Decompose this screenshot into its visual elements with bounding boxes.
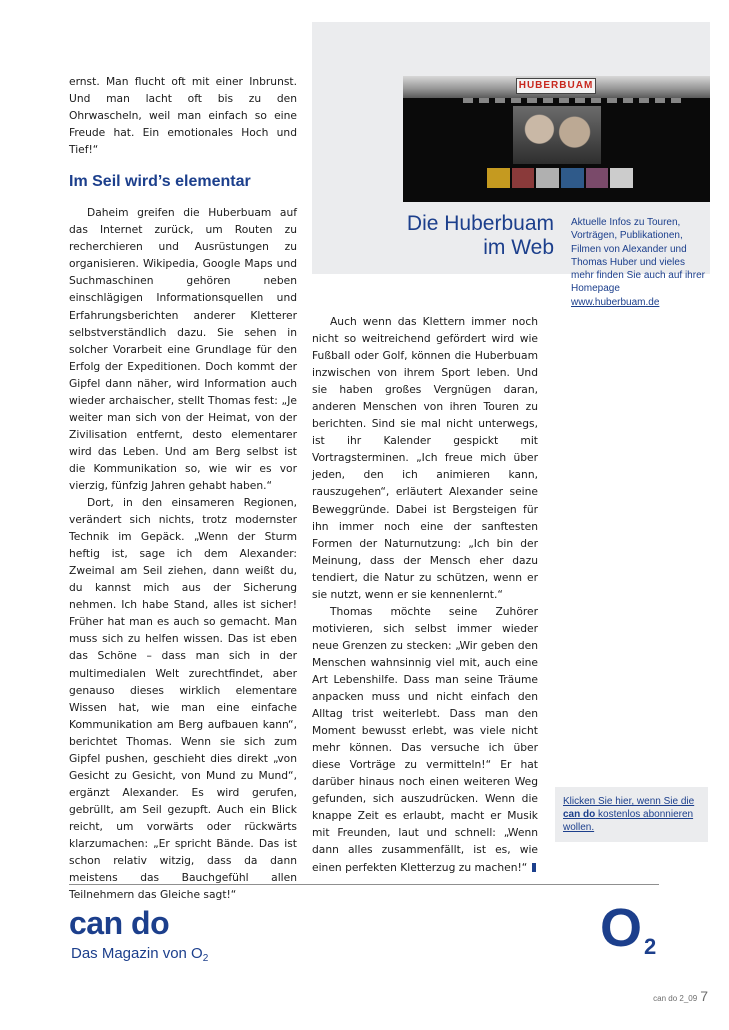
thumbnail bbox=[487, 168, 510, 188]
web-note-text: Aktuelle Infos zu Touren, Vorträgen, Publikationen, Filmen von Alexander und Thomas Huber und vieles mehr finden Sie auch auf ihrer Homepage bbox=[571, 217, 705, 295]
o2-logo-subscript: 2 bbox=[644, 934, 657, 959]
paragraph-text: Thomas möchte seine Zuhörer motivieren, sich selbst immer wieder neue Grenzen zu stecken: „Wir geben den Menschen wahnsinnig viel mit, auch eine Art Lebenshilfe. Dass man seine Träume anpacken muss und nicht einfach den Alltag trist weiterlebt. Dass man den Moment bewusst erlebt, was viele nicht mehr können. Das versuche ich über diese Vorträge zu vermitteln!“ Er hat darüber hinaus noch einen weiteren Weg gefunden, sich auszudrücken. Wenn die knappe Zeit es erlaubt, macht er Musik mit Freunden, laut und schnell: „Wenn dann alles zusammenfällt, ist es, wie einen perfekten Kletterzug zu machen!“ bbox=[312, 604, 538, 874]
thumbnail bbox=[610, 168, 633, 188]
thumbnail bbox=[536, 168, 559, 188]
paragraph: Dort, in den einsameren Regionen, verändert sich nichts, trotz modernster Technik im Gepäck. „Wenn der Sturm heftig ist, sage ich dem Alexander: Zweimal am Seil ziehen, dann weißt du, du kannst mich aus der Sicherung nehmen. Ich habe Stand, alles ist sicher! Früher hat man es auch so gemacht. Man muss sich zu helfen wissen. Das ist eben das Schöne – dass man sich in der multimedialen Welt zurechtfindet, aber genauso dieses wirklich elementare Wissen hat, wie man eine einfache Kommunikation am Berg aufbauen kann“, berichtet Thomas. Wenn sie sich zum Gipfel pushen, geschieht dies direkt „von Gesicht zu Gesicht, von Mund zu Mund“, ergänzt Alexander. Es wird gerufen, gebrüllt, am Seil gezupft. Auch ein Blick reicht, um vorwärts oder rückwärts klarzumachen: „Er spricht Bände. Das ist schon relativ witzig, dass da dann meistens das Bauchgefühl allen Teilnehmern das Gleiche sagt!“ bbox=[69, 496, 297, 902]
paragraph: Auch wenn das Klettern immer noch nicht so weitreichend gefördert wird wie Fußball oder Golf, können die Huberbuam inzwischen von ihrem Sport leben. Und sie haben großes Vergnügen daran, anderen Menschen von ihren Touren zu berichten. Sind sie mal nicht unterwegs, ist ihr Kalender gespickt mit Vortragsterminen. „Ich freue mich über jeden, den ich animieren kann, rauszugehen“, erläutert Alexander seine Beweggründe. Dabei ist Bergsteigen für ihn immer noch eine der sanftesten Formen der Naturnutzung: „Ich bin der Meinung, dass der Mensch eher dazu tendiert, die Natur zu schützen, wenn er sie nutzt, wenn er sie kennenlernt.“ bbox=[312, 315, 538, 601]
thumbnail bbox=[512, 168, 535, 188]
subscribe-bold: can do bbox=[563, 809, 596, 820]
web-heading-line2: im Web bbox=[483, 236, 554, 259]
screenshot-logo: HUBERBUAM bbox=[516, 78, 596, 94]
screenshot-photo bbox=[513, 106, 601, 164]
section-heading: Im Seil wird’s elementar bbox=[69, 173, 251, 191]
paragraph-final bbox=[312, 603, 538, 876]
issue-label: can do 2_09 bbox=[653, 994, 698, 1003]
o2-logo-letter: O bbox=[600, 898, 643, 958]
thumbnail bbox=[561, 168, 584, 188]
web-box-note bbox=[571, 216, 709, 309]
website-screenshot bbox=[403, 76, 710, 202]
web-box-heading bbox=[330, 212, 554, 260]
subtitle-subscript: 2 bbox=[202, 953, 209, 964]
homepage-link[interactable]: www.huberbuam.de bbox=[571, 296, 660, 308]
subscribe-text-before: Klicken Sie hier, wenn Sie die bbox=[563, 796, 695, 807]
paragraph: ernst. Man flucht oft mit einer Inbrunst. Und man lacht oft bis zu den Ohrwascheln, weil man einfach so eine Freude hat. Ein emotionales Hoch und Tief!“ bbox=[69, 75, 297, 157]
o2-logo-icon bbox=[600, 898, 664, 963]
end-of-article-icon bbox=[532, 863, 536, 872]
footer-divider bbox=[69, 884, 659, 885]
subscribe-box[interactable] bbox=[555, 787, 708, 842]
magazine-subtitle bbox=[71, 945, 208, 968]
subscribe-link[interactable] bbox=[563, 796, 694, 833]
thumbnail bbox=[586, 168, 609, 188]
page-footer bbox=[620, 988, 708, 1006]
paragraph: Daheim greifen die Huberbuam auf das Internet zurück, um Routen zu recherchieren und Ausrüstungen zu organisieren. Wikipedia, Google Maps und Suchmaschinen gehören neben einschlägigen Informationsquellen und Erfahrungsberichten anderer Kletterer selbstverständlich dazu. Sie sehen in solcher Vorarbeit eine Grundlage für den Erfolg der Expeditionen. Doch kommt der Gipfel dann näher, wird Information auch wieder archaischer, stellt Thomas fest: „Je weiter man sich von der Heimat, von der Zivilisation entfernt, desto elementarer wird das Leben. Und am Berg selbst ist die Kommunikation so, wie wir es vor vierzig, fünfzig Jahren gehabt haben.“ bbox=[69, 206, 297, 492]
web-heading-line1: Die Huberbuam bbox=[406, 212, 554, 235]
subtitle-text: Das Magazin von O bbox=[71, 945, 203, 962]
middle-column bbox=[312, 313, 538, 876]
screenshot-nav-bar bbox=[463, 98, 683, 103]
subscribe-text-after: kostenlos abonnieren wollen. bbox=[563, 809, 694, 833]
screenshot-thumbnails bbox=[487, 168, 633, 188]
magazine-brand: can do bbox=[69, 905, 170, 941]
page-number: 7 bbox=[700, 988, 708, 1004]
left-column bbox=[69, 73, 297, 903]
